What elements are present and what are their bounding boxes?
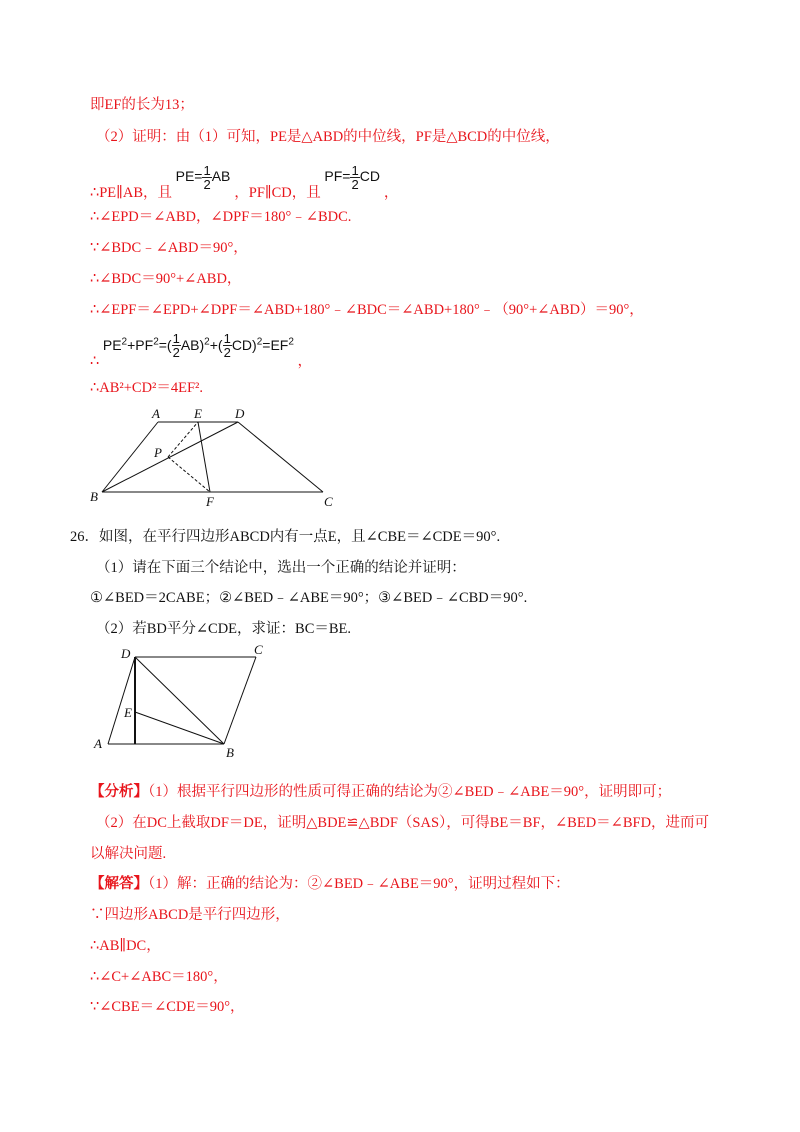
analysis-text-1: （1）根据平行四边形的性质可得正确的结论为②∠BED﹣∠ABE＝90°，证明即可； <box>148 784 672 800</box>
step-ab-parallel-dc: ∴AB∥DC， <box>90 938 161 954</box>
formula-pf-lhs: PF= <box>324 168 351 184</box>
text-comma: ， <box>383 185 399 201</box>
line-conclusion: ∴AB²+CD²＝4EF². <box>90 380 204 396</box>
label-f: F <box>206 494 214 509</box>
analysis-line-2: （2）在DC上截取DF＝DE，证明△BDE≌△BDF（SAS），可得BE＝BF，∠BED＝∠BFD，进而可 <box>96 815 710 831</box>
label-d: D <box>235 406 245 421</box>
label-c: C <box>254 642 263 657</box>
edge-bc <box>224 657 256 744</box>
label-p: P <box>154 445 162 460</box>
question-26-stem: 26．如图，在平行四边形ABCD内有一点E，且∠CBE＝∠CDE＝90°. <box>70 529 501 545</box>
frac-den: 2 <box>351 176 359 192</box>
formula-pe-half-ab <box>175 162 235 192</box>
text-pf-parallel-cd: ，PF∥CD，且 <box>234 185 321 201</box>
frac-num: 1 <box>203 162 211 178</box>
question-26-part1: （1）请在下面三个结论中，选出一个正确的结论并证明： <box>96 560 466 576</box>
label-e: E <box>124 705 132 720</box>
text-therefore: ∴ <box>90 353 100 370</box>
label-b: B <box>226 745 234 760</box>
step-parallelogram: ∵四边形ABCD是平行四边形， <box>90 907 290 923</box>
line-pe-parallel <box>90 162 399 204</box>
question-26-part2: （2）若BD平分∠CDE，求证：BC＝BE. <box>96 621 352 637</box>
frac-num: 1 <box>351 162 359 178</box>
segment-pf-dashed <box>168 457 210 492</box>
question-26-options: ①∠BED＝2CABE；②∠BED﹣∠ABE＝90°；③∠BED﹣∠CBD＝90°. <box>90 590 528 606</box>
text-pe-parallel-ab: ∴PE∥AB，且 <box>90 185 172 201</box>
diagonal-db <box>135 657 224 744</box>
line-bdc-equals: ∴∠BDC＝90°+∠ABD， <box>90 271 242 287</box>
answer-tag: 【解答】 <box>90 876 148 892</box>
analysis-line-1 <box>90 782 671 802</box>
edge-dc <box>238 422 323 492</box>
step-angle-sum: ∴∠C+∠ABC＝180°， <box>90 969 228 985</box>
label-c: C <box>324 494 333 509</box>
line-angle-epd: ∴∠EPD＝∠ABD，∠DPF＝180°﹣∠BDC. <box>90 209 352 225</box>
diagonal-bd <box>102 422 238 492</box>
segment-ef <box>198 422 210 492</box>
edge-ad <box>108 657 135 744</box>
formula-pythagoras: $PE^2+PF^2=$( $\frac{1}{2}$ AB)$^2$+( $\frac{1}{2}$ $CD)^2=EF^2$ <box>102 331 294 361</box>
analysis-line-3: 以解决问题. <box>90 846 167 862</box>
line-epf-right-angle: ∴∠EPF＝∠EPD+∠DPF＝∠ABD+180°﹣∠BDC＝∠ABD+180°﹣（90°+∠ABD）＝90°， <box>90 302 644 318</box>
label-a: A <box>152 406 160 421</box>
segment-eb <box>135 712 224 744</box>
formula-cd: CD <box>359 168 380 184</box>
answer-line-1 <box>90 874 570 894</box>
line-bdc-minus-abd: ∵∠BDC﹣∠ABD＝90°， <box>90 240 248 256</box>
line-pythagoras <box>90 330 312 370</box>
formula-pe-lhs: PE= <box>175 168 203 184</box>
line-proof-intro: （2）证明：由（1）可知，PE是△ABD的中位线，PF是△BCD的中位线， <box>96 129 560 145</box>
formula-pf-half-cd <box>324 162 383 192</box>
frac-den: 2 <box>203 176 211 192</box>
answer-text-1: （1）解：正确的结论为：②∠BED﹣∠ABE＝90°，证明过程如下： <box>148 876 570 892</box>
label-a: A <box>94 736 102 751</box>
line-ef-length: 即EF的长为13； <box>90 97 194 113</box>
analysis-tag: 【分析】 <box>90 784 148 800</box>
label-b: B <box>90 489 98 504</box>
segment-pe-dashed <box>168 422 198 457</box>
figure-parallelogram <box>88 640 278 760</box>
formula-ab: AB <box>211 168 231 184</box>
figure-trapezoid <box>88 405 348 517</box>
edge-ba <box>102 422 158 492</box>
label-e: E <box>194 406 202 421</box>
step-right-angles: ∵∠CBE＝∠CDE＝90°， <box>90 999 245 1015</box>
label-d: D <box>121 646 131 661</box>
text-comma: ， <box>297 353 313 370</box>
